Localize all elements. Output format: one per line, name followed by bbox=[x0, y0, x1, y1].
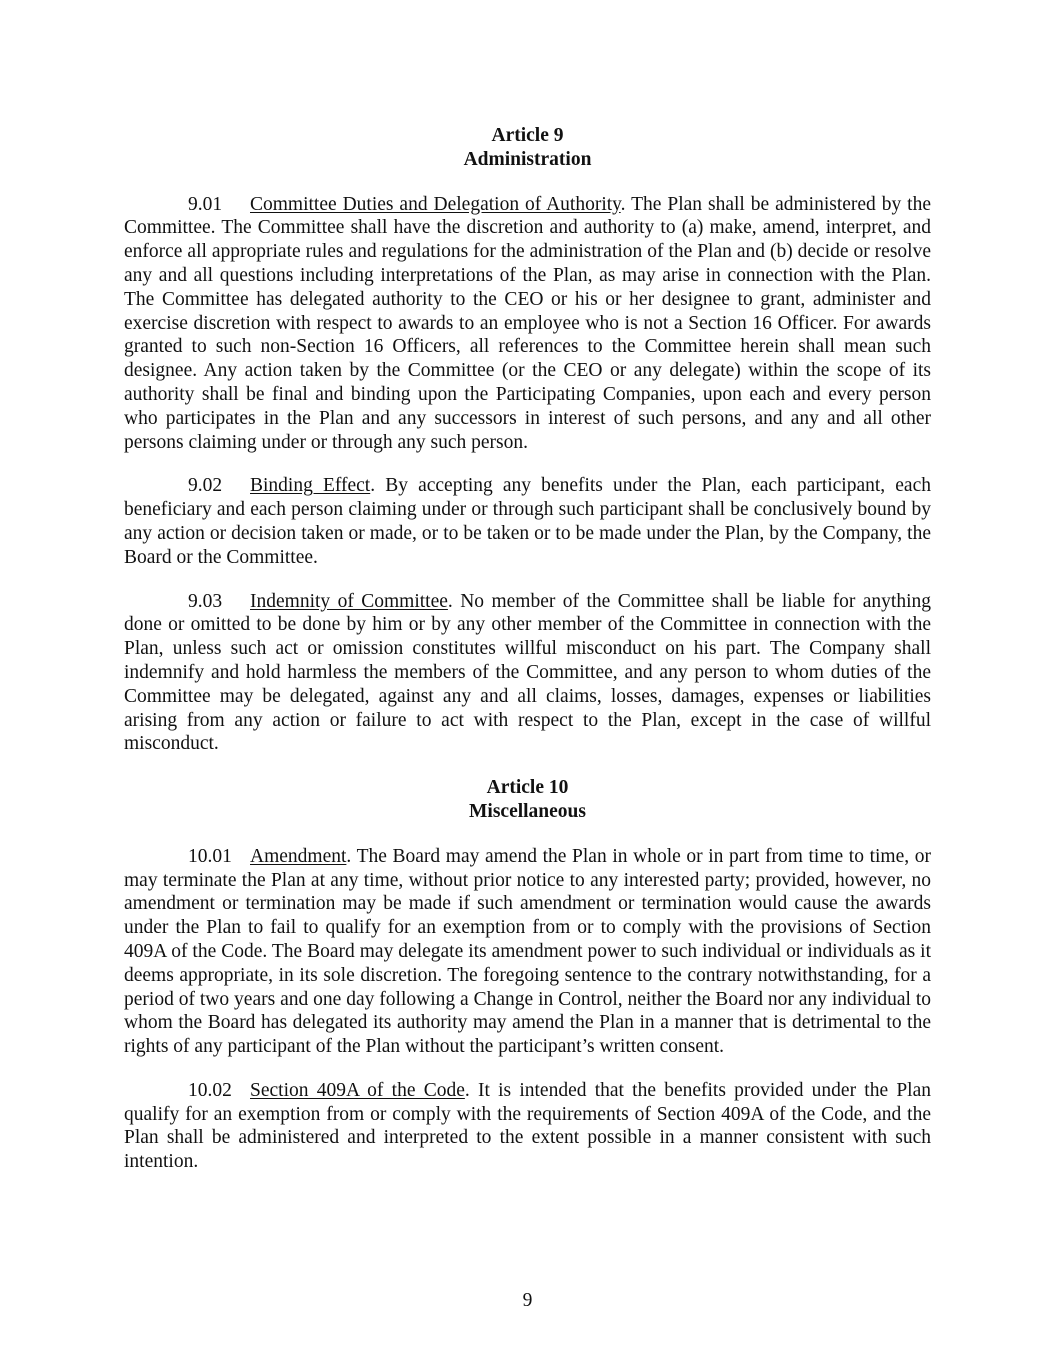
section-caption: Committee Duties and Delegation of Authority bbox=[250, 193, 621, 215]
section-number: 9.01 bbox=[188, 193, 223, 215]
section-9-03: 9.03 Indemnity of Committee. No member of the Committee shall be liable for anything done or omitted to be done by him or by any other member of the Committee in connection with the Plan, unless such act or omission constitutes willful misconduct on his part. The Company shall indemnify and hold harmless the members of the Committee, and any person to whom duties of the Committee may be delegated, against any and all claims, losses, damages, expenses or liabilities arising from any action or failure to act with respect to the Plan, except in the case of willful misconduct. bbox=[124, 590, 932, 755]
section-text: The Board may amend the Plan in whole or in part from time to time, or may terminate the Plan at any time, without prior notice to any interested party; provided, however, no amendment or termination may be made if such amendment or termination would cause the awards under the Plan to fail to qualify for an exemption from or to comply with the provisions of Section 409A of the Code. The Board may delegate its amendment power to such individual or individuals as it deems appropriate, in its sole discretion. The foregoing sentence to the contrary notwithstanding, for a period of two years and one day following a Change in Control, neither the Board nor any individual to whom the Board has delegated its authority may amend the Plan in a manner that is detrimental to the rights of any participant of the Plan without the participant’s written consent. bbox=[124, 845, 931, 1058]
article-10-title: Article 10 bbox=[486, 777, 569, 799]
article-9-heading bbox=[124, 124, 931, 172]
article-9-title: Article 9 bbox=[491, 125, 564, 146]
section-text: By accepting any benefits under the Plan, each participant, each beneficiary and each person claiming under or through such participant shall be conclusively bound by any action or decision taken or made, or to be taken or to be made under the Plan, by the Company, the Board or the Committee. bbox=[124, 475, 931, 568]
section-number: 9.02 bbox=[188, 475, 223, 497]
article-10-heading bbox=[124, 776, 931, 824]
article-10-subtitle: Miscellaneous bbox=[469, 800, 586, 822]
section-number: 9.03 bbox=[188, 590, 223, 612]
section-caption: Indemnity of Committee bbox=[250, 590, 448, 612]
section-9-01: 9.01 Committee Duties and Delegation of Authority. The Plan shall be administered by the Committee. The Committee shall have the discretion and authority to (a) make, amend, interpret, and enforce all appropriate rules and regulations for the administration of the Plan and (b) decide or resolve any and all questions including interpretations of the Plan, as may arise in connection with the Plan. The Committee has delegated authority to the CEO or his or her designee to grant, administer and exercise discretion with respect to awards to an employee who is not a Section 16 Officer. For awards granted to such non-Section 16 Officers, all references to the Committee herein shall mean such designee. Any action taken by the Committee (or the CEO or any delegate) within the scope of its authority shall be final and binding upon the Participating Companies, upon each and every person who participates in the Plan and any successors in interest of such persons, and any and all other persons claiming under or through any such person. bbox=[124, 193, 931, 453]
article-9-subtitle: Administration bbox=[463, 148, 592, 170]
document-body bbox=[124, 124, 931, 1194]
section-text: No member of the Committee shall be liable for anything done or omitted to be done by him or by any other member of the Committee in connection with the Plan, unless such act or omission constitutes willful misconduct on his part. The Company shall indemnify and hold harmless the members of the Committee, and any person to whom duties of the Committee may be delegated, against any and all claims, losses, damages, expenses or liabilities arising from any action or failure to act with respect to the Plan, except in the case of willful misconduct. bbox=[124, 590, 932, 755]
section-caption: Amendment bbox=[250, 845, 347, 867]
section-caption: Section 409A of the Code bbox=[250, 1079, 465, 1101]
section-9-02: 9.02 Binding Effect. By accepting any benefits under the Plan, each participant, each beneficiary and each person claiming under or through such participant shall be conclusively bound by any action or decision taken or made, or to be taken or to be made under the Plan, by the Company, the Board or the Committee. bbox=[124, 475, 931, 568]
section-number: 10.02 bbox=[188, 1079, 232, 1101]
section-text: The Plan shall be administered by the Committee. The Committee shall have the discretion and authority to (a) make, amend, interpret, and enforce all appropriate rules and regulations for the administration of the Plan and (b) decide or resolve any and all questions including interpretations of the Plan, as may arise in connection with the Plan. The Committee has delegated authority to the CEO or his or her designee to grant, administer and exercise discretion with respect to awards to an employee who is not a Section 16 Officer. For awards granted to such non-Section 16 Officers, all references to the Committee herein shall mean such designee. Any action taken by the Committee (or the CEO or any delegate) within the scope of its authority shall be final and binding upon the Participating Companies, upon each and every person who participates in the Plan and any successors in interest of such persons, and any and all other persons claiming under or through any such person. bbox=[124, 193, 931, 453]
section-text: It is intended that the benefits provided under the Plan qualify for an exemption from or comply with the requirements of Section 409A of the Code, and the Plan shall be administered and interpreted to the extent possible in a manner consistent with such intention. bbox=[124, 1079, 932, 1173]
section-number: 10.01 bbox=[188, 845, 232, 867]
section-10-02: 10.02 Section 409A of the Code. It is intended that the benefits provided under the Plan qualify for an exemption from or comply with the requirements of Section 409A of the Code, and the Plan shall be administered and interpreted to the extent possible in a manner consistent with such intention. bbox=[124, 1079, 932, 1173]
section-10-01: 10.01 Amendment. The Board may amend the Plan in whole or in part from time to time, or may terminate the Plan at any time, without prior notice to any interested party; provided, however, no amendment or termination may be made if such amendment or termination would cause the awards under the Plan to fail to qualify for an exemption from or to comply with the provisions of Section 409A of the Code. The Board may delegate its amendment power to such individual or individuals as it deems appropriate, in its sole discretion. The foregoing sentence to the contrary notwithstanding, for a period of two years and one day following a Change in Control, neither the Board nor any individual to whom the Board has delegated its authority may amend the Plan in a manner that is detrimental to the rights of any participant of the Plan without the participant’s written consent. bbox=[124, 845, 931, 1058]
section-caption: Binding Effect bbox=[250, 475, 371, 497]
page-number: 9 bbox=[522, 1290, 533, 1311]
